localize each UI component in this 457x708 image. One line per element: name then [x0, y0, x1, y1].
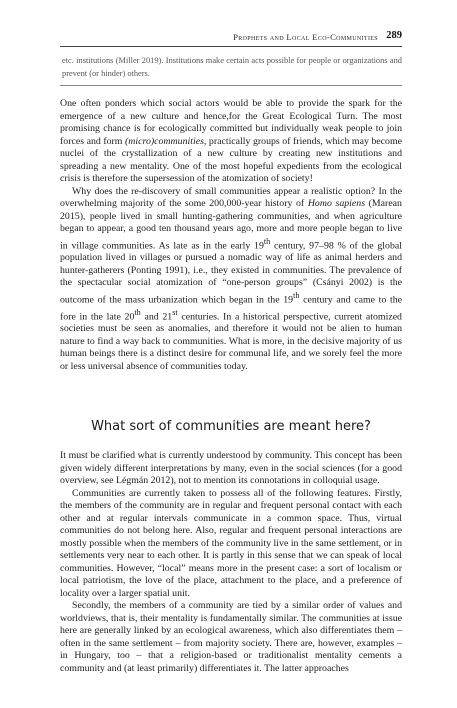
emphasis-microcommunities: (micro)communities: [124, 135, 204, 147]
page-number: 289: [386, 30, 402, 41]
paragraph-5: Secondly, the members of a community are tied by a similar order of values and worldviews, that is, their mentality is fundamentally similar. The communities at issue here are generally linked by an ecological awareness, which also differentiates them – often in the same settlement – from majority society. There are, however, examples – in Hungary, too – that a religion-based or traditionalist mentality cements a community and (at least primarily) differentiates it. The latter approaches: [60, 600, 402, 674]
footnote-rule: [60, 85, 402, 86]
running-header-title: Prophets and Local Eco-Communities: [233, 32, 378, 42]
body-text-bottom: [60, 450, 402, 675]
running-header: [60, 31, 402, 45]
paragraph-1: One often ponders which social actors would be able to provide the spark for the emergence of a new culture and hence,for the Great Ecological Turn. The most promising chance is for ecologically committed but individually weak people to join forces and form (micro)communities, practically groups of friends, which may become nuclei of the crystallization of a new culture by creating new institutions and spreading a new mentality. One of the most hopeful expedients from the ecological crisis is therefore the supersession of the atomization of society!: [60, 98, 402, 184]
emphasis-homo-sapiens: Homo sapiens: [307, 198, 366, 209]
header-rule: [60, 46, 402, 47]
body-text-top: [60, 98, 402, 373]
footnote-text: etc. institutions (Miller 2019). Institutions make certain acts possible for people or organizations and prevent (or hinder) others.: [62, 56, 402, 78]
paragraph-4: Communities are currently taken to possess all of the following features. Firstly, the members of the community are in regular and frequent personal contact with each other and at regular intervals communicate in a common space. Thus, virtual communities do not belong here. Also, regular and frequent personal interactions are mostly possible when the members of the community live in the same settlement, or in settlements very near to each other. It is partly in this sense that we can speak of local communities. However, “local” means more in the present case: a sort of localism or local patriotism, the love of the place, attachment to the place, and a preference of locality over a larger spatial unit.: [60, 487, 402, 599]
section-heading: What sort of communities are meant here?: [91, 419, 371, 434]
paragraph-2: Why does the re-discovery of small communities appear a realistic option? In the overwhelming majority of the some 200,000-year history of Homo sapiens (Marean 2015), people lived in small hunting-gathering communities, and when agriculture began to appear, a good ten thousand years ago, more and more people began to live in village communities. As late as in the early 19th century, 97–98 % of the global population lived in villages or pursued a nomadic way of life as animal herders and hunter-gatherers (Ponting 1991), i.e., they existed in communities. The prevalence of the spectacular social atomization of “one-person groups” (Csányi 2002) is the outcome of the mass urbanization which began in the 19th century and came to the fore in the late 20th and 21st centuries. In a historical perspective, current atomized societies must be seen as anomalies, and therefore it would not be alien to human nature to find a way back to communities. What is more, in the decisive majority of us human beings there is a distinct desire for communal life, and we sorely feel the more or less universal absence of communities today.: [60, 185, 402, 372]
paragraph-3: It must be clarified what is currently understood by community. This concept has been given widely different interpretations by many, even in the social sciences (for a good overview, see Légmán 2012), not to mention its connotations in colloquial usage.: [60, 450, 402, 486]
